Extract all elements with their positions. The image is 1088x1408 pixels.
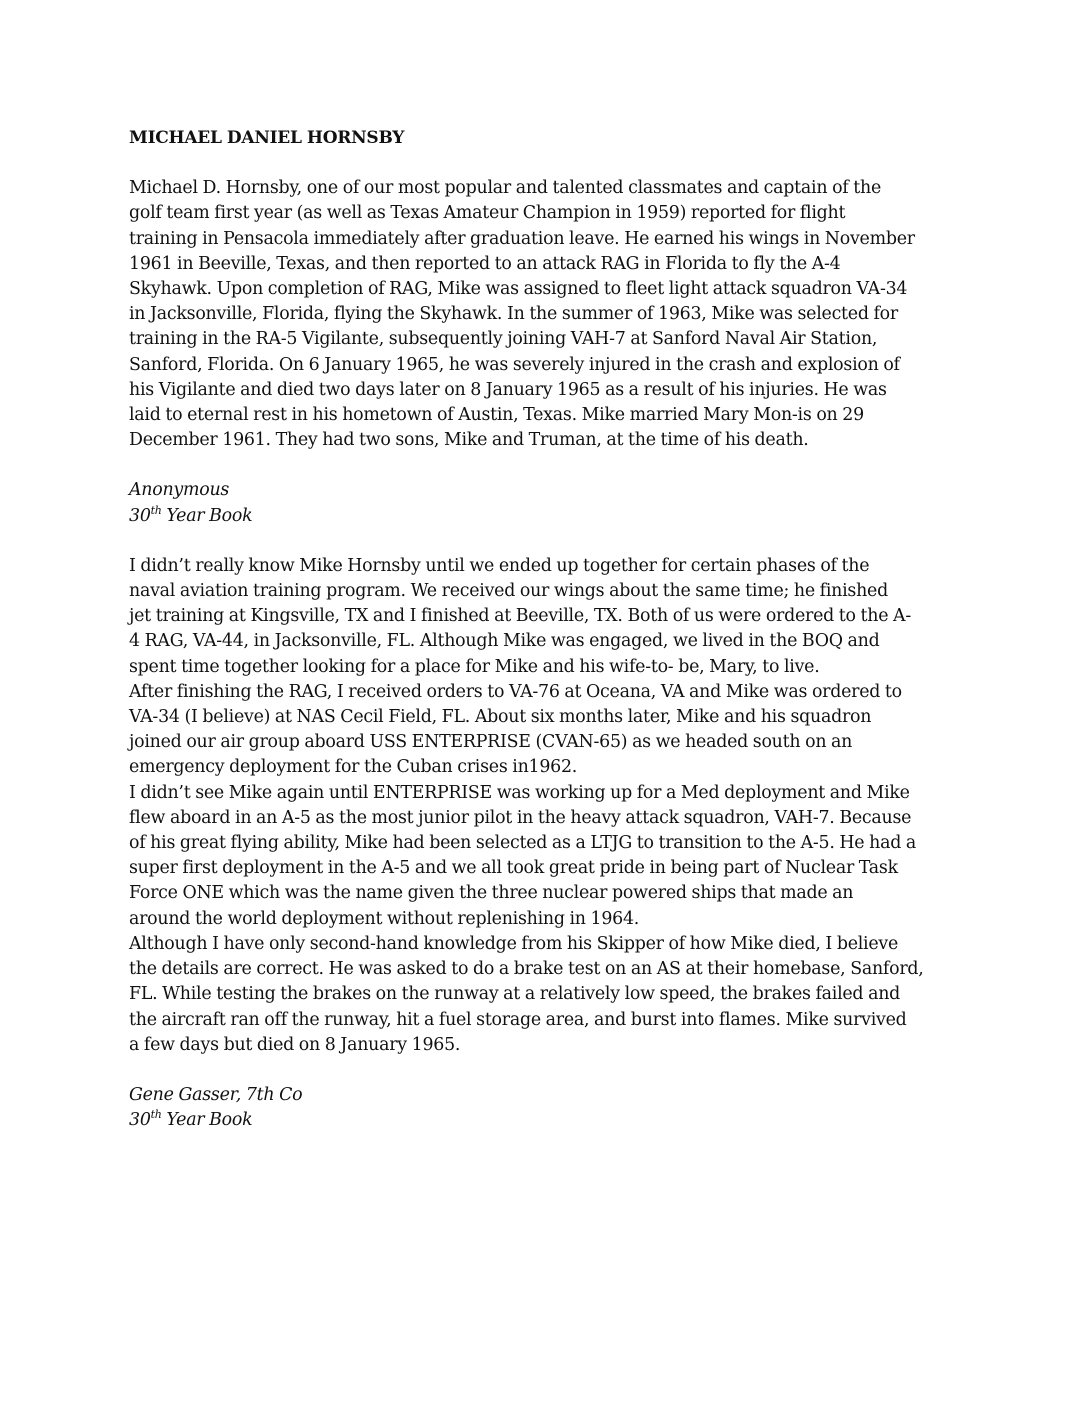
- signature-block: [129, 478, 974, 528]
- text-line: jet training at Kingsville, TX and I finished at Beeville, TX. Both of us were ordered to the A-: [129, 606, 911, 627]
- text-line: Although I have only second-hand knowledge from his Skipper of how Mike died, I believe: [129, 933, 899, 954]
- text-line: super first deployment in the A-5 and we all took great pride in being part of Nuclear Task: [129, 858, 898, 879]
- signature-block: [129, 1083, 974, 1133]
- text-line: Skyhawk. Upon completion of RAG, Mike was assigned to fleet light attack squadron VA-34: [129, 279, 908, 300]
- text-line: his Vigilante and died two days later on 8 January 1965 as a result of his injuries. He was: [129, 379, 887, 400]
- text-line: of his great flying ability, Mike had been selected as a LTJG to transition to the A-5. He had a: [129, 833, 916, 854]
- text-line: FL. While testing the brakes on the runway at a relatively low speed, the brakes failed and: [129, 984, 901, 1005]
- text-line: flew aboard in an A-5 as the most junior pilot in the heavy attack squadron, VAH-7. Because: [129, 807, 912, 828]
- document-page: [129, 126, 974, 1158]
- text-line: golf team first year (as well as Texas Amateur Champion in 1959) reported for flight: [129, 203, 846, 224]
- text-line: 4 RAG, VA-44, in Jacksonville, FL. Although Mike was engaged, we lived in the BOQ and: [129, 631, 880, 652]
- source-title: Year Book: [161, 505, 253, 526]
- text-line: I didn’t see Mike again until ENTERPRISE was working up for a Med deployment and Mike: [129, 782, 910, 803]
- text-line: I didn’t really know Mike Hornsby until we ended up together for certain phases of the: [129, 555, 870, 576]
- text-line: naval aviation training program. We received our wings about the same time; he finished: [129, 581, 888, 602]
- text-line: around the world deployment without replenishing in 1964.: [129, 908, 640, 929]
- text-line: December 1961. They had two sons, Mike and Truman, at the time of his death.: [129, 430, 809, 451]
- text-line: a few days but died on 8 January 1965.: [129, 1034, 461, 1055]
- document-title: MICHAEL DANIEL HORNSBY: [129, 128, 405, 148]
- source-ordinal: th: [150, 503, 162, 517]
- signature-author: Gene Gasser, 7th Co: [129, 1084, 303, 1105]
- text-line: Force ONE which was the name given the three nuclear powered ships that made an: [129, 883, 854, 904]
- text-line: emergency deployment for the Cuban crises in1962.: [129, 757, 578, 778]
- source-ordinal: th: [150, 1108, 162, 1122]
- text-line: spent time together looking for a place for Mike and his wife-to- be, Mary, to live.: [129, 656, 820, 677]
- recollection-paragraph: [129, 554, 974, 1058]
- biography-paragraph: [129, 176, 974, 453]
- text-line: 1961 in Beeville, Texas, and then reported to an attack RAG in Florida to fly the A-4: [129, 253, 841, 274]
- text-line: After finishing the RAG, I received orders to VA-76 at Oceana, VA and Mike was ordered to: [129, 681, 902, 702]
- text-line: training in Pensacola immediately after graduation leave. He earned his wings in November: [129, 228, 915, 249]
- text-line: Sanford, Florida. On 6 January 1965, he was severely injured in the crash and explosion of: [129, 354, 900, 375]
- source-title: Year Book: [161, 1110, 253, 1131]
- text-line: laid to eternal rest in his hometown of Austin, Texas. Mike married Mary Mon-is on 29: [129, 405, 864, 426]
- source-number: 30: [129, 505, 151, 526]
- signature-source: [129, 504, 974, 529]
- text-line: joined our air group aboard USS ENTERPRISE (CVAN-65) as we headed south on an: [129, 732, 853, 753]
- text-line: the details are correct. He was asked to do a brake test on an AS at their homebase, Sanford,: [129, 959, 924, 980]
- signature-source: [129, 1108, 974, 1133]
- source-number: 30: [129, 1110, 151, 1131]
- text-line: in Jacksonville, Florida, flying the Skyhawk. In the summer of 1963, Mike was selected for: [129, 304, 898, 325]
- text-line: Michael D. Hornsby, one of our most popular and talented classmates and captain of the: [129, 178, 881, 199]
- signature-author: Anonymous: [129, 480, 230, 501]
- text-line: training in the RA-5 Vigilante, subsequently joining VAH-7 at Sanford Naval Air Station,: [129, 329, 878, 350]
- text-line: the aircraft ran off the runway, hit a fuel storage area, and burst into flames. Mike survived: [129, 1009, 907, 1030]
- text-line: VA-34 (I believe) at NAS Cecil Field, FL. About six months later, Mike and his squadron: [129, 707, 872, 728]
